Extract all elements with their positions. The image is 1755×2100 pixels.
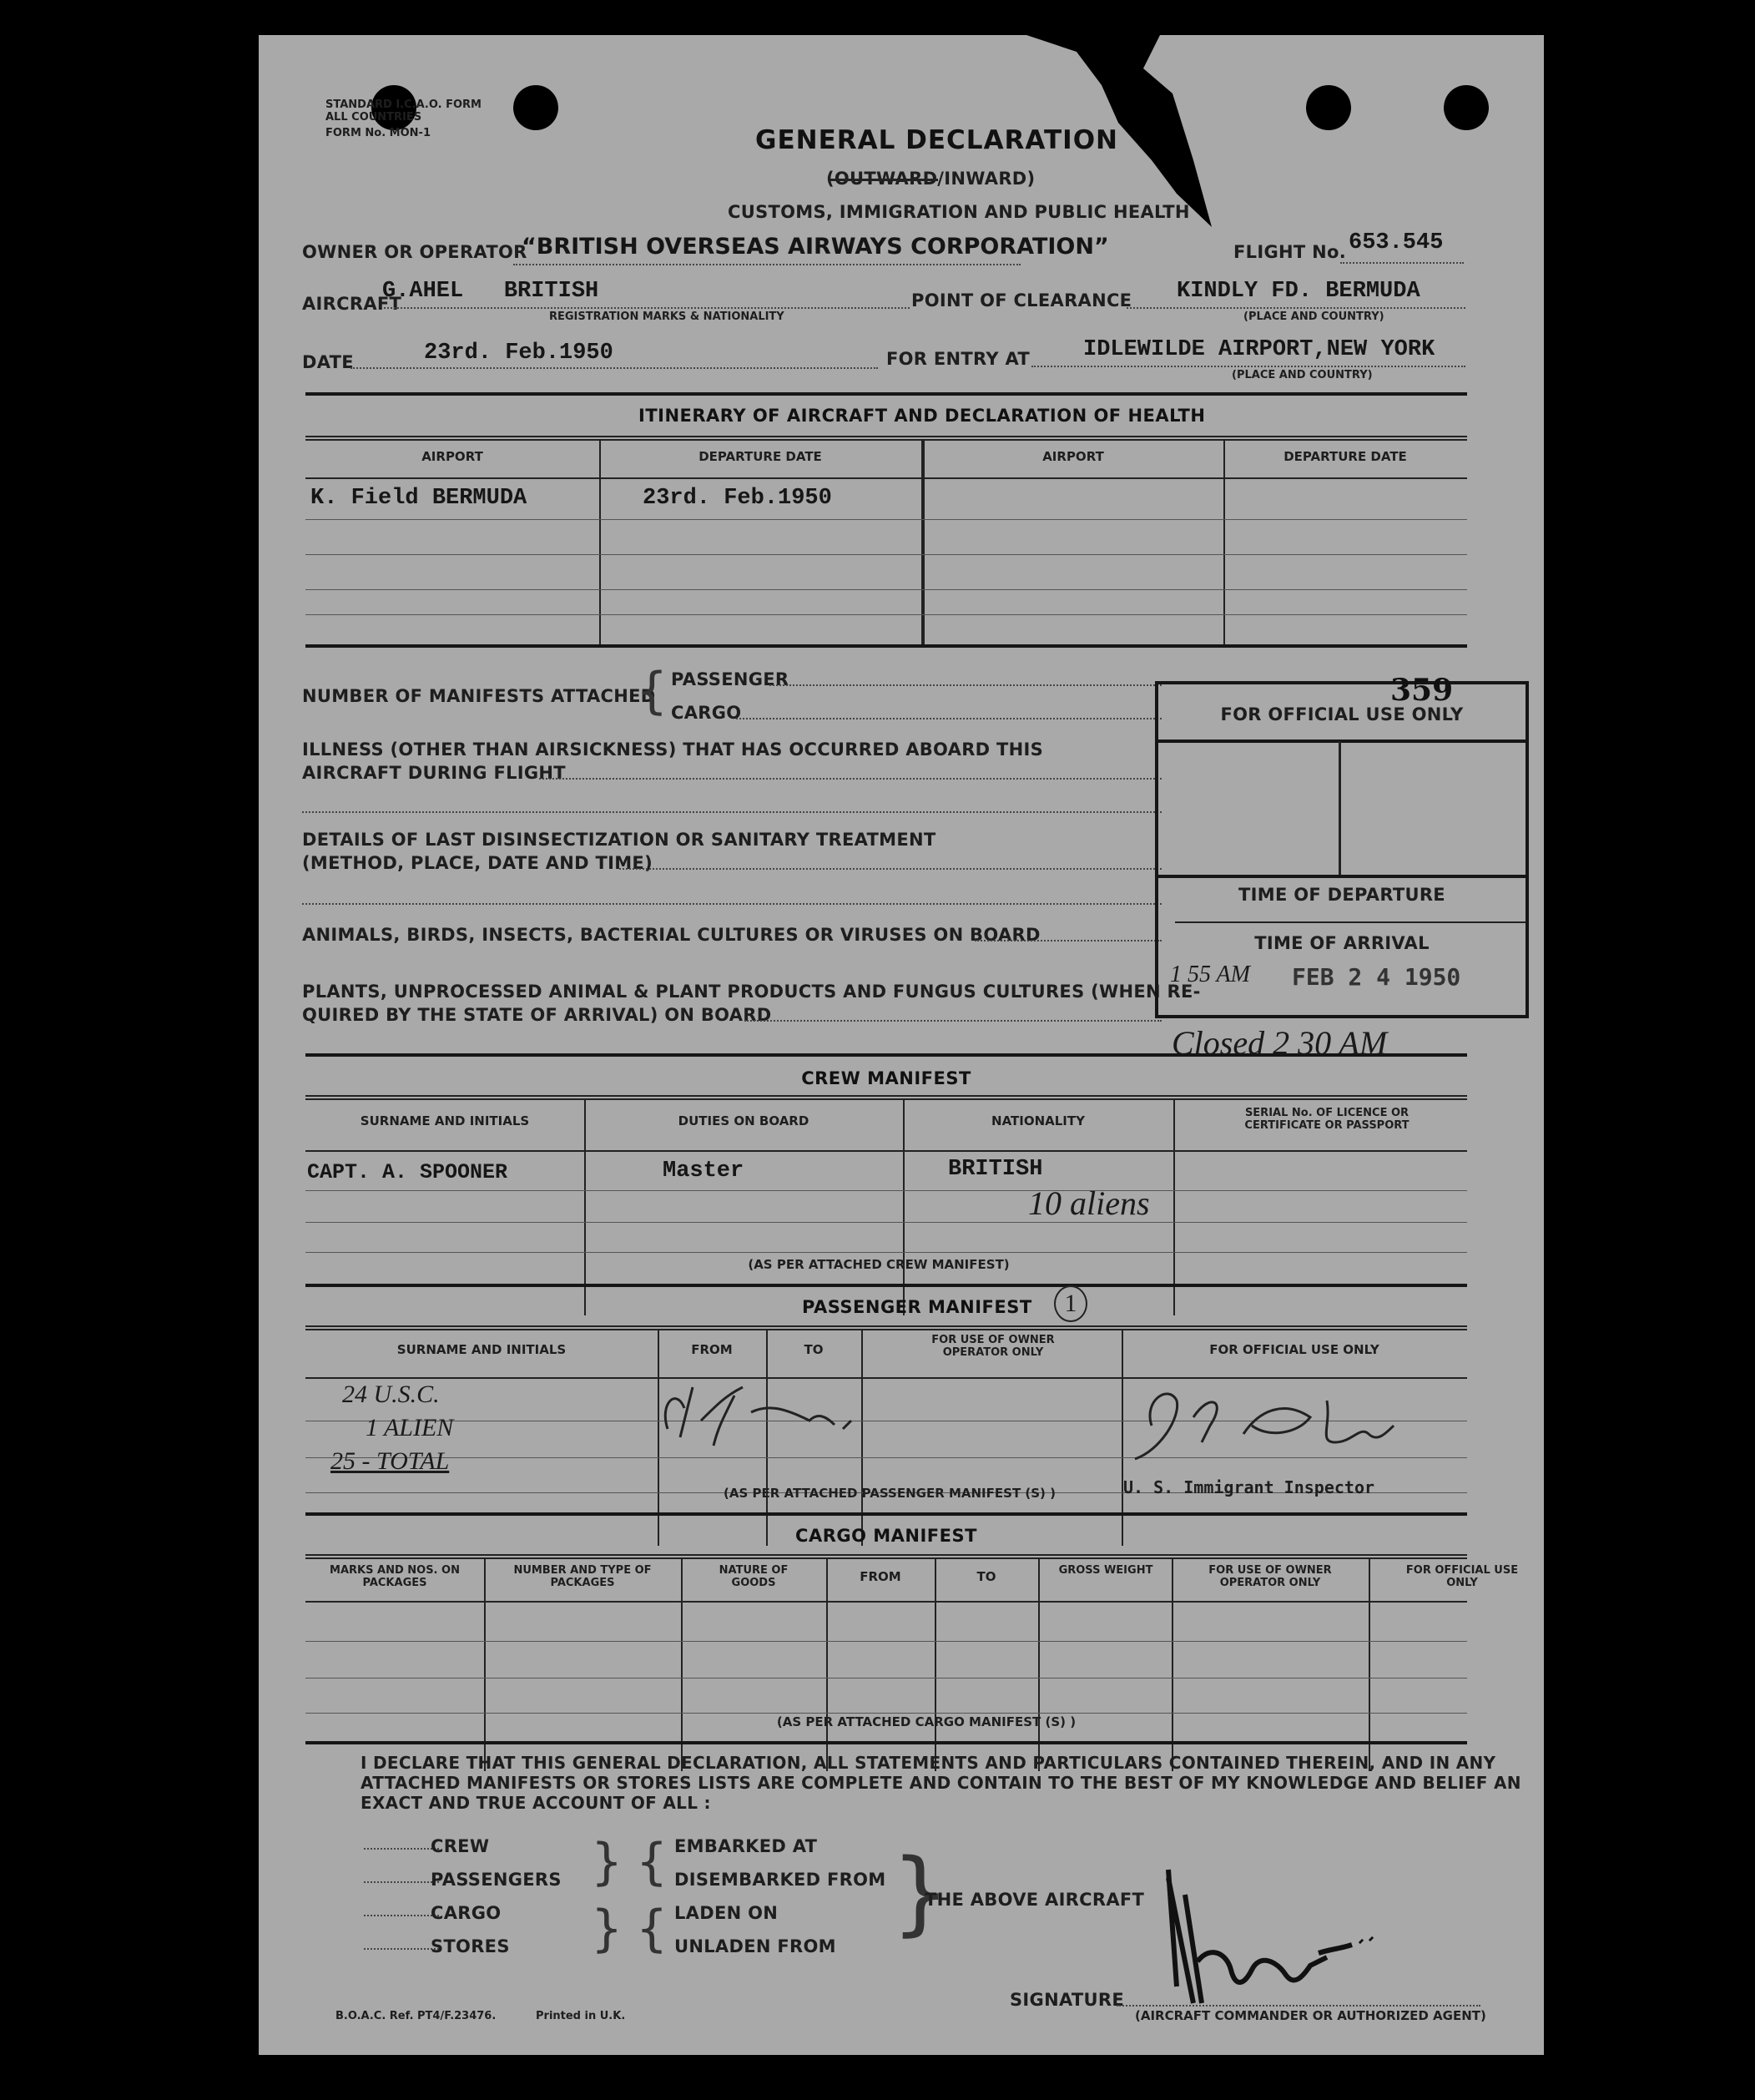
cargo-header-nature: NATURE OF GOODS bbox=[719, 1564, 789, 1589]
divider bbox=[305, 1053, 1467, 1057]
row-line bbox=[305, 1222, 1467, 1223]
row-line bbox=[305, 1601, 1467, 1603]
illness-line-2: AIRCRAFT DURING FLIGHT bbox=[302, 763, 566, 783]
entry-dotline bbox=[1031, 366, 1465, 367]
plants-dotline bbox=[744, 1020, 1162, 1022]
itinerary-title: ITINERARY OF AIRCRAFT AND DECLARATION OF HEALTH bbox=[638, 406, 1206, 426]
divider bbox=[305, 1557, 1467, 1559]
subtitle: CUSTOMS, IMMIGRATION AND PUBLIC HEALTH bbox=[728, 202, 1190, 222]
stores-dotline bbox=[364, 1948, 439, 1950]
unladen-label: UNLADEN FROM bbox=[674, 1936, 836, 1956]
animals-label: ANIMALS, BIRDS, INSECTS, BACTERIAL CULTURES OR VIRUSES ON BOARD bbox=[302, 925, 1041, 945]
brace: } bbox=[891, 1839, 950, 1946]
cargo-header-marks: MARKS AND NOS. ON PACKAGES bbox=[330, 1564, 460, 1589]
row-line bbox=[305, 1252, 1467, 1253]
aircraft-label: AIRCRAFT bbox=[302, 294, 402, 314]
brace: { bbox=[636, 1833, 668, 1891]
illness-line-1: ILLNESS (OTHER THAN AIRSICKNESS) THAT HAS OCCURRED ABOARD THIS bbox=[302, 740, 1044, 760]
passenger-footer: (AS PER ATTACHED PASSENGER MANIFEST (S) ) bbox=[724, 1486, 1056, 1501]
brace: { bbox=[636, 662, 668, 720]
embarked-label: EMBARKED AT bbox=[674, 1836, 818, 1856]
pax-header-from: FROM bbox=[691, 1342, 733, 1357]
divider bbox=[305, 392, 1467, 396]
crew-header-name: SURNAME AND INITIALS bbox=[360, 1113, 530, 1128]
illness-dotline bbox=[539, 778, 1162, 780]
col-divider bbox=[1369, 1557, 1370, 1771]
clearance-value: KINDLY FD. BERMUDA bbox=[1177, 279, 1420, 304]
col-divider bbox=[1038, 1557, 1040, 1771]
row-line bbox=[305, 1641, 1467, 1642]
itin-departure-1: 23rd. Feb.1950 bbox=[643, 486, 832, 511]
official-title: FOR OFFICIAL USE ONLY bbox=[1220, 704, 1464, 724]
pax-header-name: SURNAME AND INITIALS bbox=[396, 1342, 567, 1357]
col-divider bbox=[921, 439, 925, 648]
box-divider bbox=[1158, 875, 1526, 878]
commander-signature bbox=[1152, 1861, 1385, 2020]
row-line bbox=[305, 614, 1467, 615]
row-line bbox=[305, 477, 1467, 479]
passengers-dotline bbox=[364, 1881, 439, 1883]
time-of-departure: TIME OF DEPARTURE bbox=[1238, 885, 1445, 905]
form-ref-1: STANDARD I.C.A.O. FORM bbox=[325, 98, 482, 111]
inspector-signature bbox=[1118, 1376, 1419, 1467]
divider bbox=[305, 436, 1467, 437]
divider bbox=[305, 1741, 1467, 1744]
time-of-arrival: TIME OF ARRIVAL bbox=[1254, 933, 1430, 953]
arrival-stamp: FEB 2 4 1950 bbox=[1292, 963, 1461, 991]
itin-header-airport: AIRPORT bbox=[421, 449, 483, 464]
cargo-header-weight: GROSS WEIGHT bbox=[1058, 1564, 1153, 1577]
cargo-footer: (AS PER ATTACHED CARGO MANIFEST (S) ) bbox=[776, 1714, 1077, 1729]
pax-header-official: FOR OFFICIAL USE ONLY bbox=[1209, 1342, 1379, 1357]
disembarked-label: DISEMBARKED FROM bbox=[674, 1870, 886, 1890]
col-divider bbox=[599, 439, 601, 648]
divider bbox=[305, 1512, 1467, 1516]
crew-nationality: BRITISH bbox=[948, 1157, 1043, 1182]
owner-label: OWNER OR OPERATOR bbox=[302, 242, 527, 262]
crew-header-duties: DUTIES ON BOARD bbox=[678, 1113, 809, 1128]
divider bbox=[305, 1284, 1467, 1287]
flight-label: FLIGHT No. bbox=[1233, 242, 1346, 262]
entry-label: FOR ENTRY AT bbox=[886, 349, 1031, 369]
above-aircraft-label: THE ABOVE AIRCRAFT bbox=[925, 1890, 1145, 1910]
crew-duty: Master bbox=[663, 1159, 744, 1184]
declaration-line-3: EXACT AND TRUE ACCOUNT OF ALL : bbox=[361, 1793, 711, 1813]
declaration-line-2: ATTACHED MANIFESTS OR STORES LISTS ARE COMPLETE AND CONTAIN TO THE BEST OF MY KNOWLEDGE AND BELIEF AN bbox=[361, 1773, 1521, 1793]
divider bbox=[305, 439, 1467, 441]
animals-dotline bbox=[975, 940, 1162, 941]
col-divider bbox=[903, 1098, 905, 1315]
entry-caption: (PLACE AND COUNTRY) bbox=[1232, 369, 1373, 381]
crew-dotline bbox=[364, 1848, 439, 1850]
declare-cargo: CARGO bbox=[431, 1903, 502, 1923]
declare-crew: CREW bbox=[431, 1836, 490, 1856]
col-divider bbox=[584, 1098, 586, 1315]
declare-passengers: PASSENGERS bbox=[431, 1870, 562, 1890]
inspector-label: U. S. Immigrant Inspector bbox=[1123, 1477, 1375, 1497]
pax-hand-line-1: 24 U.S.C. bbox=[342, 1381, 440, 1408]
illness-dotline bbox=[302, 811, 1162, 813]
crew-title: CREW MANIFEST bbox=[801, 1068, 971, 1088]
punch-hole bbox=[1306, 85, 1351, 130]
closed-handwriting: Closed 2 30 AM bbox=[1172, 1024, 1388, 1062]
punch-hole bbox=[1444, 85, 1489, 130]
owner-signature bbox=[643, 1371, 893, 1454]
clearance-caption: (PLACE AND COUNTRY) bbox=[1243, 310, 1384, 323]
row-line bbox=[305, 1190, 1467, 1191]
circled-number: 1 bbox=[1054, 1285, 1087, 1322]
disinsect-dotline bbox=[619, 868, 1162, 870]
pax-header-owner: FOR USE OF OWNER OPERATOR ONLY bbox=[931, 1334, 1055, 1359]
manifests-label: NUMBER OF MANIFESTS ATTACHED bbox=[302, 686, 656, 706]
date-dotline bbox=[350, 367, 878, 369]
plants-line-2: QUIRED BY THE STATE OF ARRIVAL) ON BOARD bbox=[302, 1005, 772, 1025]
date-value: 23rd. Feb.1950 bbox=[424, 341, 613, 366]
itin-header-airport-2: AIRPORT bbox=[1042, 449, 1104, 464]
divider bbox=[305, 1095, 1467, 1097]
aliens-handwriting: 10 aliens bbox=[1028, 1184, 1150, 1222]
laden-label: LADEN ON bbox=[674, 1903, 779, 1923]
row-line bbox=[305, 589, 1467, 590]
arrival-handwriting: 1 55 AM bbox=[1170, 962, 1250, 987]
cargo-header-owner: FOR USE OF OWNER OPERATOR ONLY bbox=[1208, 1564, 1332, 1589]
date-label: DATE bbox=[302, 352, 354, 372]
official-box bbox=[1155, 673, 1529, 1018]
crew-footer: (AS PER ATTACHED CREW MANIFEST) bbox=[748, 1257, 1010, 1272]
declaration-line-1: I DECLARE THAT THIS GENERAL DECLARATION, ALL STATEMENTS AND PARTICULARS CONTAINED THEREIN, AND IN ANY bbox=[361, 1753, 1496, 1773]
signature-dotline bbox=[1117, 2005, 1480, 2007]
entry-value: IDLEWILDE AIRPORT,NEW YORK bbox=[1083, 337, 1435, 362]
official-number: 359 bbox=[1390, 673, 1454, 708]
row-line bbox=[305, 1713, 1467, 1714]
direction: (OUTWARD/INWARD) bbox=[826, 169, 1036, 189]
cargo-label: CARGO bbox=[671, 703, 742, 723]
brace: { bbox=[636, 1900, 668, 1958]
box-col-divider bbox=[1339, 741, 1341, 875]
divider bbox=[305, 644, 1467, 648]
brace: } bbox=[591, 1833, 623, 1891]
cargo-header-number: NUMBER AND TYPE OF PACKAGES bbox=[513, 1564, 652, 1589]
cargo-header-from: FROM bbox=[860, 1569, 901, 1584]
cargo-header-to: TO bbox=[976, 1569, 996, 1584]
itin-header-departure: DEPARTURE DATE bbox=[698, 449, 822, 464]
pax-hand-line-3: 25 - TOTAL bbox=[330, 1447, 450, 1475]
itin-airport-1: K. Field BERMUDA bbox=[310, 486, 527, 511]
flight-dotline bbox=[1340, 262, 1464, 264]
col-divider bbox=[681, 1557, 683, 1771]
disinsect-line-2: (METHOD, PLACE, DATE AND TIME) bbox=[302, 853, 653, 873]
itin-header-departure-2: DEPARTURE DATE bbox=[1283, 449, 1407, 464]
declare-stores: STORES bbox=[431, 1936, 510, 1956]
crew-header-nationality: NATIONALITY bbox=[991, 1113, 1085, 1128]
form-ref-3: FORM No. MON-1 bbox=[325, 127, 431, 139]
crew-name: CAPT. A. SPOONER bbox=[307, 1160, 508, 1184]
signature-label: SIGNATURE bbox=[1010, 1990, 1124, 2010]
printed-in: Printed in U.K. bbox=[536, 2010, 626, 2022]
cargo-decl-dotline bbox=[364, 1915, 439, 1916]
pax-hand-line-2: 1 ALIEN bbox=[366, 1414, 454, 1441]
col-divider bbox=[826, 1557, 828, 1771]
col-divider bbox=[1172, 1557, 1173, 1771]
punch-hole bbox=[513, 85, 558, 130]
form-ref-2: ALL COUNTRIES bbox=[325, 111, 422, 124]
pax-header-to: TO bbox=[804, 1342, 824, 1357]
disinsect-dotline bbox=[302, 903, 1162, 905]
brace: } bbox=[591, 1900, 623, 1958]
aircraft-dotline bbox=[384, 307, 910, 309]
col-divider bbox=[1173, 1098, 1175, 1315]
strike-outward bbox=[830, 179, 938, 181]
crew-header-serial: SERIAL No. OF LICENCE OR CERTIFICATE OR PASSPORT bbox=[1244, 1107, 1410, 1132]
box-divider bbox=[1175, 921, 1526, 923]
aircraft-value: G.AHEL BRITISH bbox=[382, 279, 599, 304]
box-divider bbox=[1158, 740, 1526, 743]
page-title: GENERAL DECLARATION bbox=[755, 125, 1118, 155]
row-line bbox=[305, 519, 1467, 520]
divider bbox=[305, 1554, 1467, 1556]
row-line bbox=[305, 554, 1467, 555]
signature-caption: (AIRCRAFT COMMANDER OR AUTHORIZED AGENT) bbox=[1135, 2008, 1486, 2023]
owner-value: “BRITISH OVERSEAS AIRWAYS CORPORATION” bbox=[522, 234, 1109, 260]
owner-dotline bbox=[513, 264, 1021, 265]
passenger-label: PASSENGER bbox=[671, 669, 789, 689]
clearance-dotline bbox=[1127, 307, 1465, 309]
aircraft-caption: REGISTRATION MARKS & NATIONALITY bbox=[549, 310, 784, 323]
disinsect-line-1: DETAILS OF LAST DISINSECTIZATION OR SANITARY TREATMENT bbox=[302, 830, 936, 850]
document-page bbox=[259, 35, 1544, 2055]
col-divider bbox=[1223, 439, 1225, 648]
flight-value: 653.545 bbox=[1349, 230, 1444, 255]
boac-ref: B.O.A.C. Ref. PT4/F.23476. bbox=[335, 2010, 497, 2022]
divider bbox=[305, 1329, 1467, 1330]
col-divider bbox=[484, 1557, 486, 1771]
row-line bbox=[305, 1150, 1467, 1152]
col-divider bbox=[935, 1557, 936, 1771]
plants-line-1: PLANTS, UNPROCESSED ANIMAL & PLANT PRODUCTS AND FUNGUS CULTURES (WHEN RE- bbox=[302, 982, 1201, 1002]
divider bbox=[305, 1325, 1467, 1327]
passenger-title: PASSENGER MANIFEST bbox=[802, 1297, 1032, 1317]
divider bbox=[305, 1098, 1467, 1100]
cargo-header-official: FOR OFFICIAL USE ONLY bbox=[1405, 1564, 1519, 1589]
cargo-title: CARGO MANIFEST bbox=[795, 1526, 977, 1546]
clearance-label: POINT OF CLEARANCE bbox=[911, 290, 1132, 310]
cargo-dotline bbox=[736, 718, 1162, 719]
passenger-dotline bbox=[769, 684, 1162, 686]
